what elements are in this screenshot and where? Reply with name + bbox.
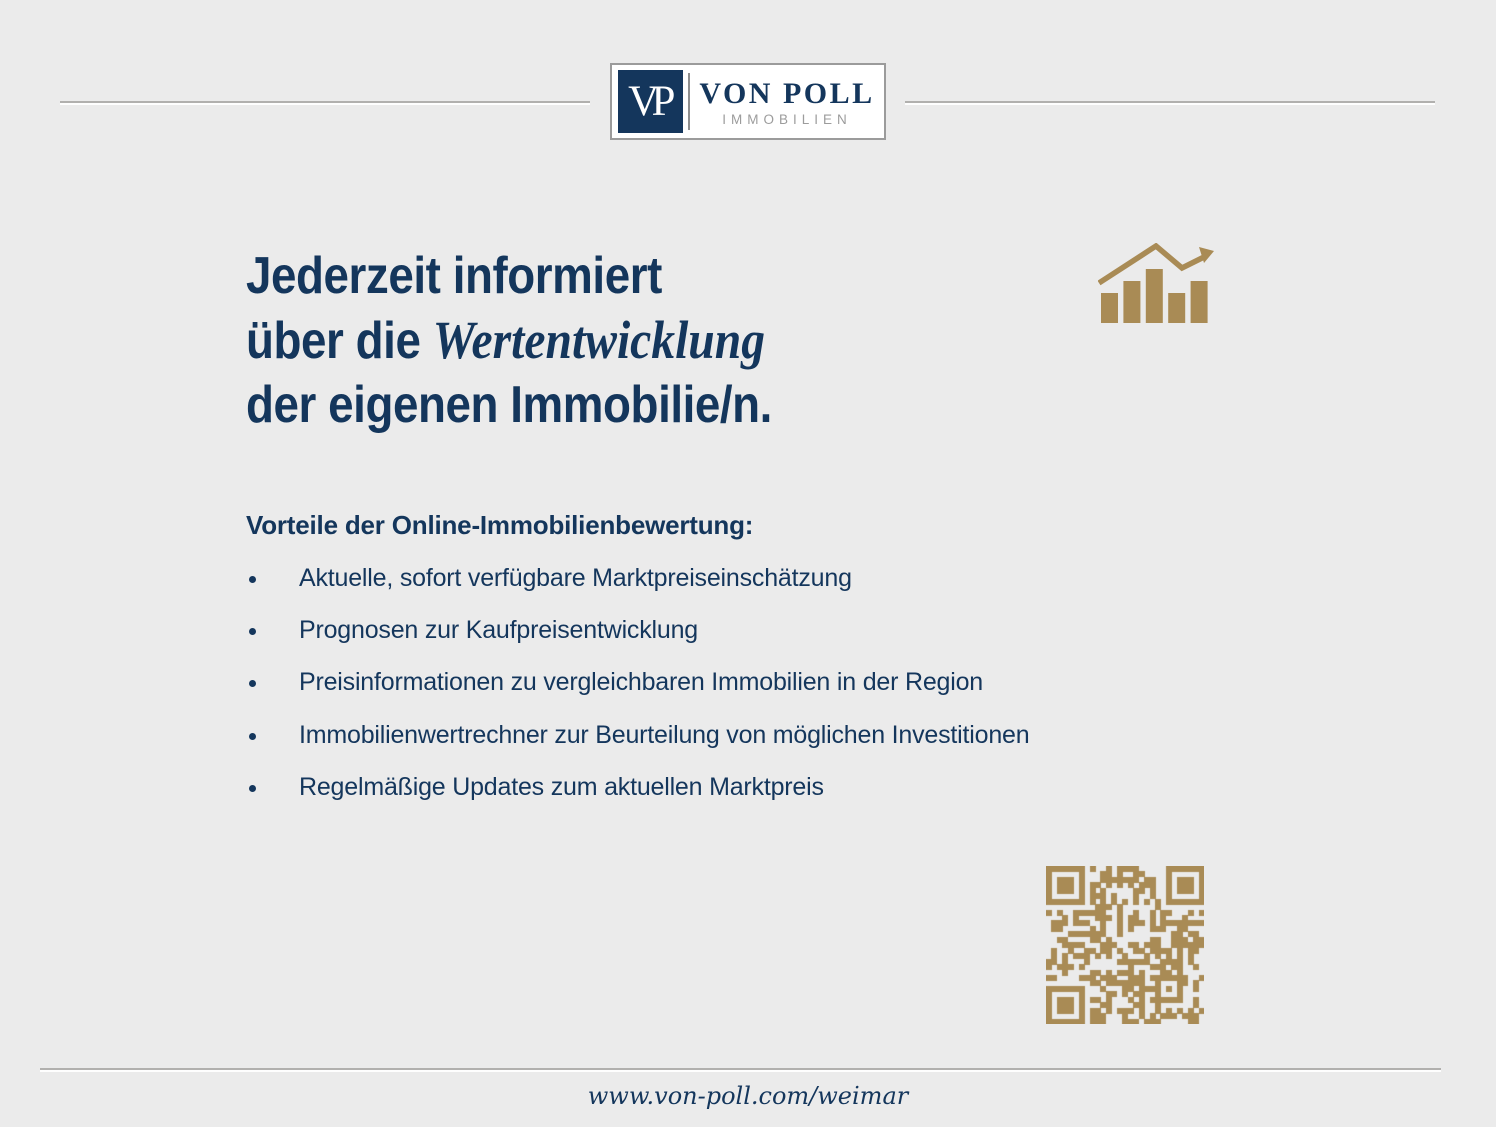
bullet-icon xyxy=(249,576,256,583)
headline-line1: Jederzeit informiert xyxy=(246,247,662,305)
benefit-text: Prognosen zur Kaufpreisentwicklung xyxy=(299,616,698,645)
benefit-text: Regelmäßige Updates zum aktuellen Marktpreis xyxy=(299,773,824,802)
logo-division-label: IMMOBILIEN xyxy=(722,112,852,128)
bullet-icon xyxy=(249,628,256,635)
bar-chart-bars xyxy=(1101,269,1208,323)
benefit-item xyxy=(246,657,1206,709)
benefits-section xyxy=(246,510,1206,802)
bar-chart-growth-icon xyxy=(1098,243,1216,323)
qr-code xyxy=(1046,866,1204,1024)
footer-rule xyxy=(40,1068,1441,1070)
header-rule-right xyxy=(905,101,1435,103)
benefit-text: Immobilienwertrechner zur Beurteilung von möglichen Investitionen xyxy=(299,720,1030,749)
benefit-text: Preisinformationen zu vergleichbaren Immobilien in der Region xyxy=(299,668,983,697)
benefit-item xyxy=(246,709,1206,761)
headline-emphasis: Wertentwicklung xyxy=(432,310,766,370)
benefits-list xyxy=(246,552,1206,814)
logo-wordmark xyxy=(690,76,884,128)
von-poll-logo xyxy=(610,63,886,140)
header-rule-left xyxy=(60,101,590,103)
benefits-heading: Vorteile der Online-Immobilienbewertung: xyxy=(246,510,754,540)
website-link[interactable]: www.von-poll.com/weimar xyxy=(587,1082,909,1110)
bullet-icon xyxy=(249,680,256,687)
benefit-item xyxy=(246,762,1206,814)
bullet-icon xyxy=(249,733,256,740)
benefit-item xyxy=(246,604,1206,656)
headline-line2 xyxy=(246,308,772,373)
logo-company-name: VON POLL xyxy=(699,76,875,110)
headline xyxy=(246,244,772,437)
headline-line3: der eigenen Immobilie/n. xyxy=(246,376,772,434)
vp-monogram: VP xyxy=(618,70,683,133)
benefit-text: Aktuelle, sofort verfügbare Marktpreiseinschätzung xyxy=(299,563,852,592)
benefit-item xyxy=(246,552,1206,604)
bullet-icon xyxy=(249,785,256,792)
headline-line2-prefix: über die xyxy=(246,312,433,370)
